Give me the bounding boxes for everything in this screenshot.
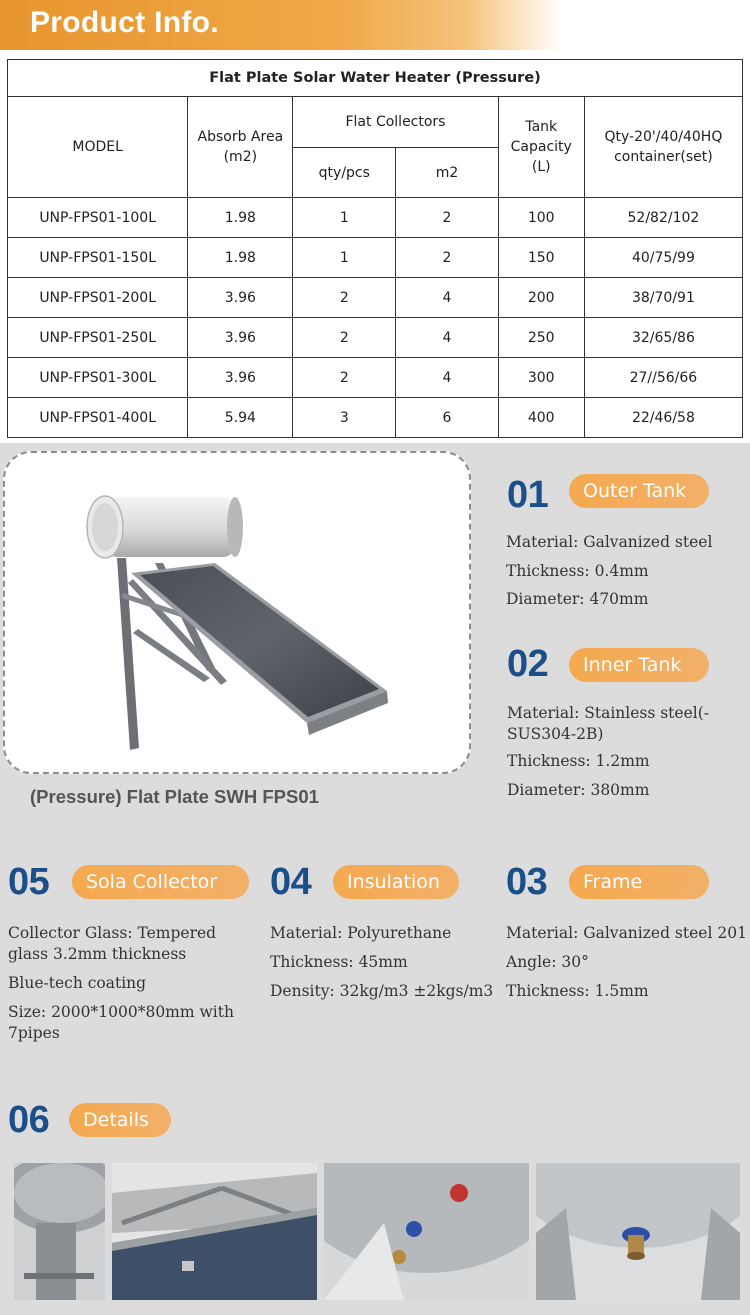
spec-table [7,59,743,438]
inner-tank-pill: Inner Tank [569,648,709,682]
insulation-pill: Insulation [333,865,459,899]
outer-tank-material: Material: Galvanized steel [506,533,713,551]
table-row [8,358,743,398]
insulation-material: Material: Polyurethane [270,924,452,942]
table-header-row [8,97,743,148]
cell-model: UNP-FPS01-400L [8,398,188,438]
cell-tank-capacity: 150 [498,238,584,278]
table-row [8,238,743,278]
frame-angle: Angle: 30° [506,953,589,971]
cell-absorb-area: 3.96 [188,318,293,358]
collector-number: 05 [8,861,50,903]
cell-tank-capacity: 300 [498,358,584,398]
details-pill: Details [69,1103,171,1137]
cell-absorb-area: 3.96 [188,358,293,398]
cell-qty: 2 [293,318,396,358]
inner-tank-number: 02 [507,643,549,685]
header-flat-collectors: Flat Collectors [293,97,498,148]
detail-photo-frame [112,1163,317,1300]
outer-tank-thickness: Thickness: 0.4mm [506,562,649,580]
insulation-density: Density: 32kg/m3 ±2kgs/m3 [270,982,494,1000]
outer-tank-number: 01 [507,474,549,516]
cell-container: 52/82/102 [584,198,742,238]
table-row [8,198,743,238]
detail-photo-valve [536,1163,740,1300]
cell-qty: 2 [293,358,396,398]
details-number: 06 [8,1099,50,1141]
cell-qty: 3 [293,398,396,438]
header-m2: m2 [396,148,498,198]
cell-model: UNP-FPS01-100L [8,198,188,238]
cell-m2: 4 [396,358,498,398]
cell-container: 38/70/91 [584,278,742,318]
cell-tank-capacity: 400 [498,398,584,438]
collector-glass: Collector Glass: Tempered glass 3.2mm thickness [8,924,217,963]
cell-qty: 1 [293,198,396,238]
header-tank-capacity: Tank Capacity (L) [498,97,584,198]
cell-model: UNP-FPS01-150L [8,238,188,278]
table-row [8,398,743,438]
header-container: Qty-20'/40/40HQ container(set) [584,97,742,198]
collector-coating: Blue-tech coating [8,974,147,992]
cell-absorb-area: 1.98 [188,198,293,238]
product-photo-frame [3,451,471,774]
cell-container: 27//56/66 [584,358,742,398]
inner-tank-diameter: Diameter: 380mm [507,781,650,799]
cell-container: 40/75/99 [584,238,742,278]
insulation-number: 04 [270,861,312,903]
cell-m2: 6 [396,398,498,438]
cell-model: UNP-FPS01-200L [8,278,188,318]
outer-tank-pill: Outer Tank [569,474,709,508]
cell-absorb-area: 1.98 [188,238,293,278]
outer-tank-diameter: Diameter: 470mm [506,590,649,608]
cell-m2: 2 [396,198,498,238]
cell-absorb-area: 3.96 [188,278,293,318]
detail-photo-tank-end [14,1163,105,1300]
frame-number: 03 [506,861,548,903]
inner-tank-material: Material: Stainless steel(-SUS304-2B) [507,704,709,743]
collector-pill: Sola Collector [72,865,249,899]
cell-m2: 4 [396,318,498,358]
cell-tank-capacity: 200 [498,278,584,318]
cell-model: UNP-FPS01-300L [8,358,188,398]
table-row [8,318,743,358]
header-model: MODEL [8,97,188,198]
cell-absorb-area: 5.94 [188,398,293,438]
header-qty: qty/pcs [293,148,396,198]
cell-qty: 2 [293,278,396,318]
table-row [8,278,743,318]
detail-photo-pipes [324,1163,529,1300]
table-caption-row [8,60,743,97]
frame-material: Material: Galvanized steel 201 [506,924,747,942]
frame-pill: Frame [569,865,709,899]
cell-container: 32/65/86 [584,318,742,358]
cell-qty: 1 [293,238,396,278]
product-caption: (Pressure) Flat Plate SWH FPS01 [30,786,319,807]
solar-heater-photo [5,453,471,774]
collector-size: Size: 2000*1000*80mm with 7pipes [8,1003,234,1042]
cell-tank-capacity: 250 [498,318,584,358]
cell-m2: 4 [396,278,498,318]
product-info-banner [0,0,750,50]
header-absorb-area: Absorb Area (m2) [188,97,293,198]
cell-tank-capacity: 100 [498,198,584,238]
insulation-thickness: Thickness: 45mm [270,953,408,971]
inner-tank-thickness: Thickness: 1.2mm [507,752,650,770]
frame-thickness: Thickness: 1.5mm [506,982,649,1000]
cell-m2: 2 [396,238,498,278]
table-caption: Flat Plate Solar Water Heater (Pressure) [8,60,743,97]
page-title: Product Info. [30,6,219,39]
cell-model: UNP-FPS01-250L [8,318,188,358]
cell-container: 22/46/58 [584,398,742,438]
